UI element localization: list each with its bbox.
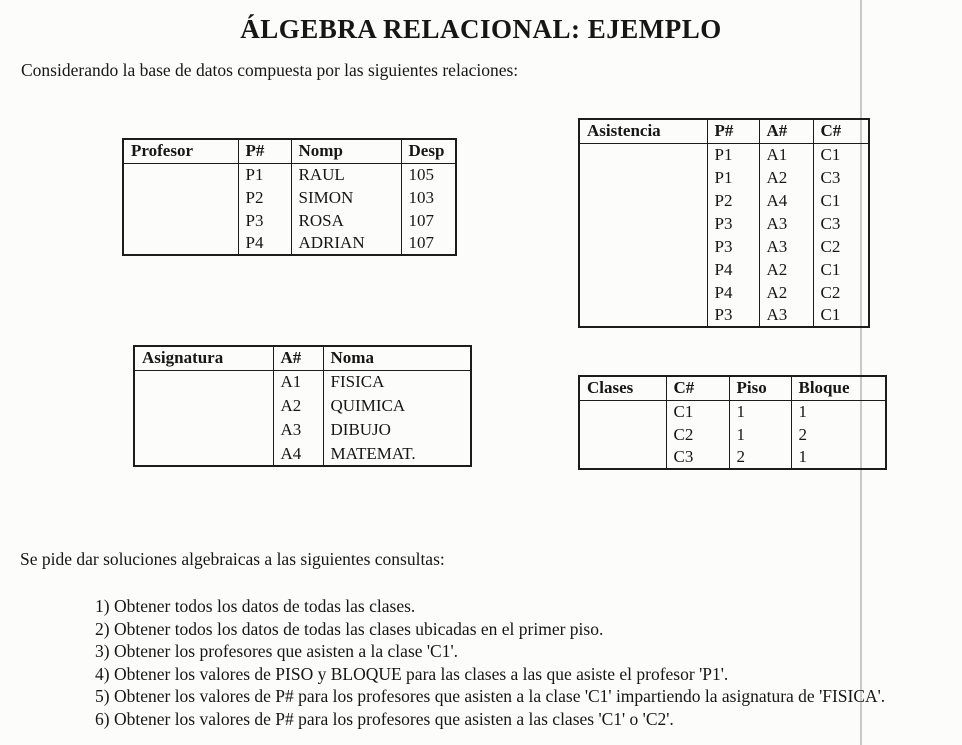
empty-cell (579, 143, 707, 166)
table-cell: P4 (707, 281, 759, 304)
table-row (579, 446, 886, 469)
relation-table-clases (578, 375, 887, 470)
table-cell: P3 (707, 212, 759, 235)
column-header: Nomp (291, 139, 401, 163)
queries-list (95, 595, 885, 730)
table-cell: P1 (238, 163, 291, 186)
table-cell: C2 (666, 423, 729, 446)
table-cell: A3 (759, 212, 813, 235)
empty-cell (579, 304, 707, 327)
table-header-row (134, 346, 471, 370)
empty-cell (123, 186, 238, 209)
column-header: Desp (401, 139, 456, 163)
empty-cell (134, 418, 273, 442)
column-header: A# (273, 346, 323, 370)
table-row (123, 163, 456, 186)
table-header-row (123, 139, 456, 163)
table-cell: MATEMAT. (323, 442, 471, 466)
relation-name: Asistencia (579, 119, 707, 143)
empty-cell (579, 258, 707, 281)
table-row (134, 394, 471, 418)
table-cell: A1 (273, 370, 323, 394)
table-cell: 105 (401, 163, 456, 186)
column-header: P# (238, 139, 291, 163)
table-row (134, 370, 471, 394)
table-row (579, 143, 869, 166)
query-item: 4) Obtener los valores de PISO y BLOQUE para las clases a las que asiste el profesor 'P1'. (95, 663, 729, 684)
table-cell: P2 (707, 189, 759, 212)
table-cell: A2 (759, 258, 813, 281)
table-cell: C2 (813, 235, 869, 258)
table-cell: A2 (759, 281, 813, 304)
table-cell: ADRIAN (291, 232, 401, 255)
query-item: 5) Obtener los valores de P# para los profesores que asisten a la clase 'C1' impartiendo la asignatura de 'FISICA'. (95, 686, 886, 706)
table-cell: C2 (813, 281, 869, 304)
column-header: Bloque (791, 376, 886, 400)
table-cell: C1 (813, 189, 869, 212)
empty-cell (134, 370, 273, 394)
column-header: C# (666, 376, 729, 400)
table-row (134, 442, 471, 466)
table-row (579, 166, 869, 189)
empty-cell (123, 209, 238, 232)
relation-table-profesor (122, 138, 457, 256)
table-row (579, 281, 869, 304)
table-row (579, 423, 886, 446)
table-cell: ROSA (291, 209, 401, 232)
relation-name: Profesor (123, 139, 238, 163)
table-cell: 107 (401, 209, 456, 232)
table-cell: A2 (273, 394, 323, 418)
relation-table-asignatura (133, 345, 472, 467)
table-cell: C1 (813, 143, 869, 166)
table-row (123, 232, 456, 255)
empty-cell (579, 400, 666, 423)
table-row (123, 186, 456, 209)
table-cell: SIMON (291, 186, 401, 209)
column-header: Piso (729, 376, 791, 400)
table-cell: 107 (401, 232, 456, 255)
table-cell: A3 (759, 235, 813, 258)
empty-cell (579, 189, 707, 212)
column-header: C# (813, 119, 869, 143)
relation-name: Asignatura (134, 346, 273, 370)
empty-cell (134, 394, 273, 418)
relation-table-asistencia (578, 118, 870, 328)
column-header: Noma (323, 346, 471, 370)
table-cell: A1 (759, 143, 813, 166)
table-cell: P3 (707, 304, 759, 327)
table-cell: A3 (759, 304, 813, 327)
table-cell: 2 (791, 423, 886, 446)
query-item: 2) Obtener todos los datos de todas las clases ubicadas en el primer piso. (95, 618, 604, 639)
table-cell: DIBUJO (323, 418, 471, 442)
table-header-row (579, 376, 886, 400)
table-cell: 1 (729, 423, 791, 446)
table-row (579, 304, 869, 327)
empty-cell (579, 235, 707, 258)
table-cell: 1 (729, 400, 791, 423)
table-cell: A2 (759, 166, 813, 189)
empty-cell (579, 212, 707, 235)
table-row (579, 258, 869, 281)
empty-cell (579, 423, 666, 446)
table-cell: 1 (791, 400, 886, 423)
table-cell: FISICA (323, 370, 471, 394)
empty-cell (579, 281, 707, 304)
empty-cell (579, 446, 666, 469)
table-row (579, 189, 869, 212)
table-cell: P4 (238, 232, 291, 255)
table-cell: A4 (759, 189, 813, 212)
table-cell: A3 (273, 418, 323, 442)
table-row (579, 235, 869, 258)
table-cell: C3 (813, 166, 869, 189)
table-cell: A4 (273, 442, 323, 466)
table-cell: QUIMICA (323, 394, 471, 418)
table-row (579, 212, 869, 235)
table-row (579, 400, 886, 423)
empty-cell (579, 166, 707, 189)
page-title: ÁLGEBRA RELACIONAL: EJEMPLO (240, 14, 722, 44)
intro-text: Considerando la base de datos compuesta por las siguientes relaciones: (21, 60, 519, 80)
query-item: 1) Obtener todos los datos de todas las clases. (95, 596, 416, 616)
column-header: P# (707, 119, 759, 143)
table-cell: C3 (666, 446, 729, 469)
table-cell: C1 (666, 400, 729, 423)
table-row (123, 209, 456, 232)
table-cell: P1 (707, 143, 759, 166)
table-cell: 103 (401, 186, 456, 209)
table-cell: 2 (729, 446, 791, 469)
table-cell: P1 (707, 166, 759, 189)
query-item: 3) Obtener los profesores que asisten a la clase 'C1'. (95, 641, 458, 661)
table-cell: C1 (813, 304, 869, 327)
query-item: 6) Obtener los valores de P# para los profesores que asisten a las clases 'C1' o 'C2'. (95, 708, 674, 729)
empty-cell (123, 232, 238, 255)
table-cell: P3 (707, 235, 759, 258)
table-row (134, 418, 471, 442)
table-cell: P4 (707, 258, 759, 281)
queries-intro-text: Se pide dar soluciones algebraicas a las siguientes consultas: (20, 549, 445, 569)
empty-cell (134, 442, 273, 466)
table-cell: C1 (813, 258, 869, 281)
table-cell: C3 (813, 212, 869, 235)
relation-name: Clases (579, 376, 666, 400)
table-cell: P3 (238, 209, 291, 232)
empty-cell (123, 163, 238, 186)
table-cell: 1 (791, 446, 886, 469)
column-header: A# (759, 119, 813, 143)
table-cell: RAUL (291, 163, 401, 186)
table-header-row (579, 119, 869, 143)
table-cell: P2 (238, 186, 291, 209)
